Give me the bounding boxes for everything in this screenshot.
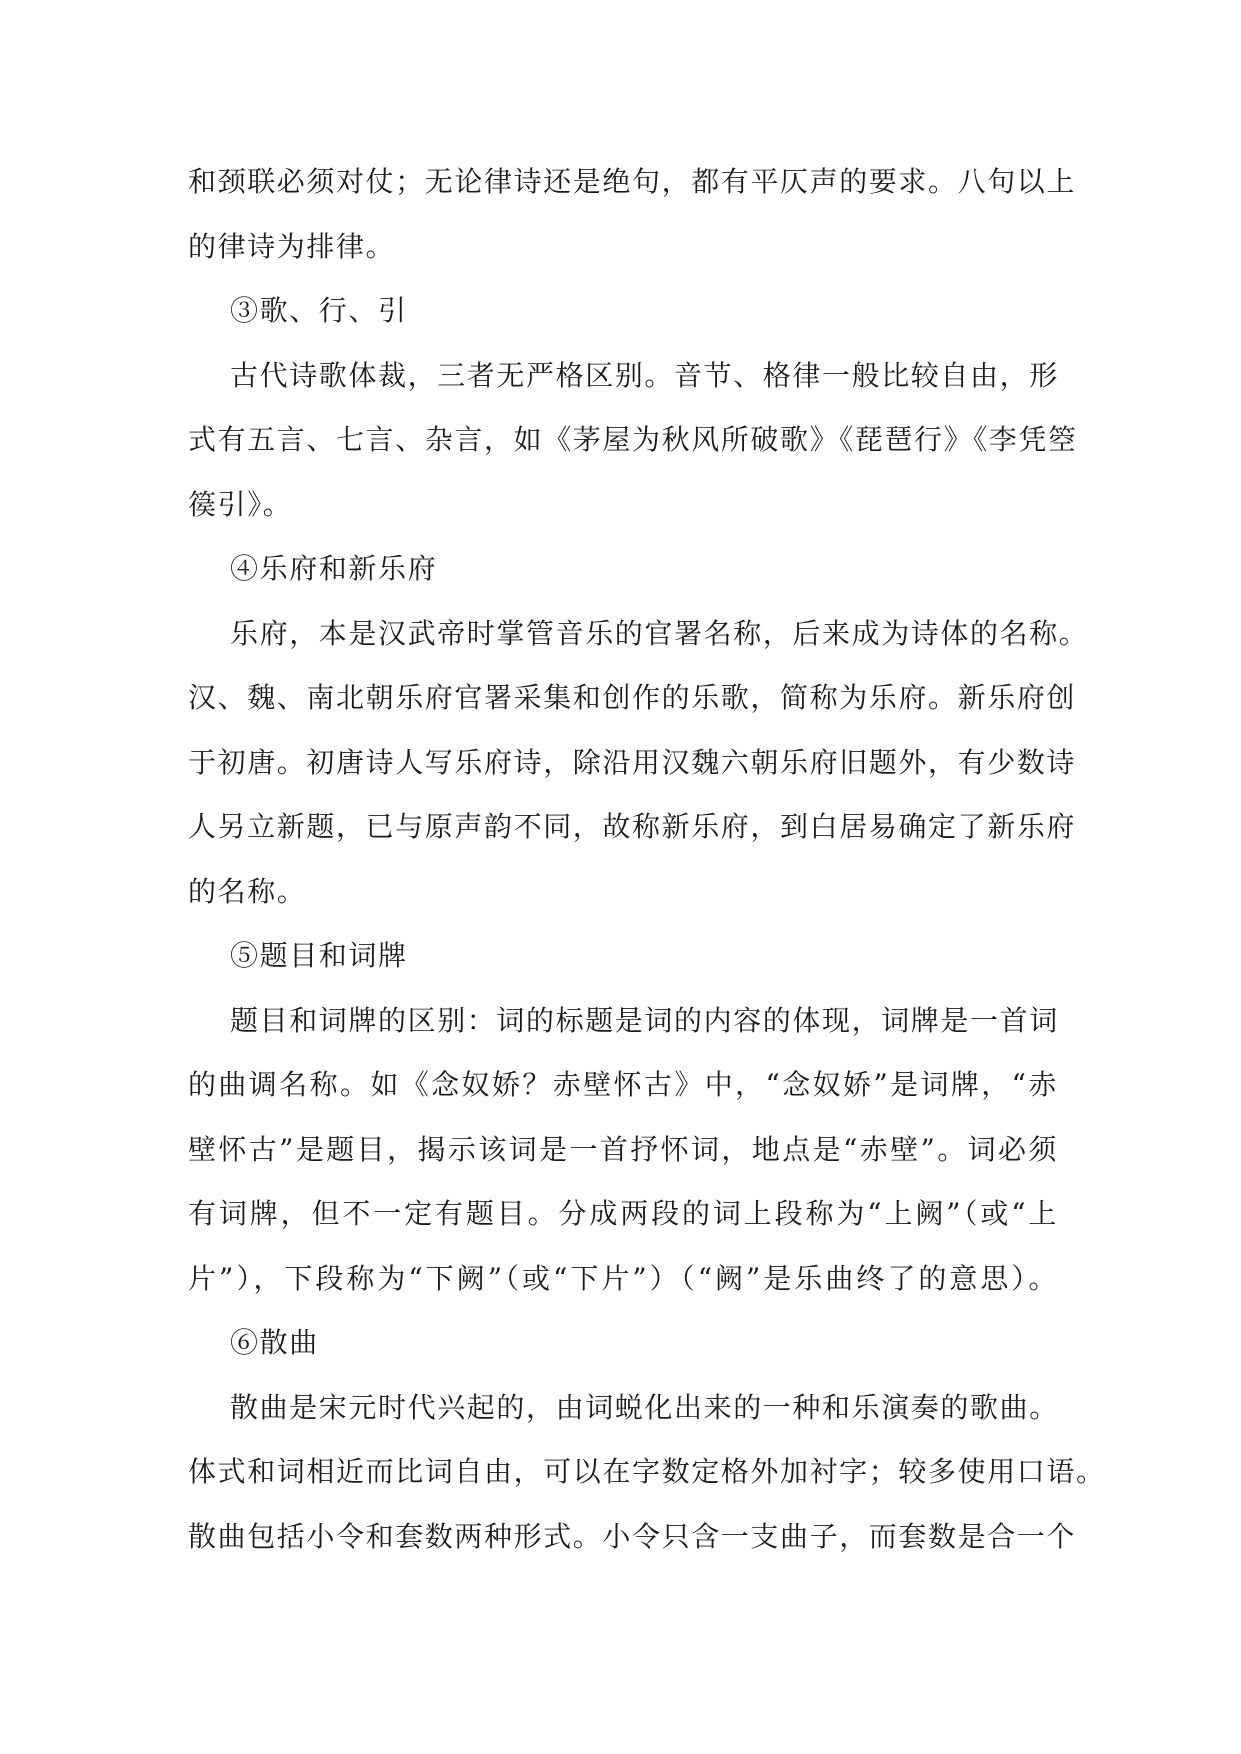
text-line: 和颈联必须对仗；无论律诗还是绝句，都有平仄声的要求。八句以上 xyxy=(188,165,1077,198)
text-line: 散曲是宋元时代兴起的，由词蜕化出来的一种和乐演奏的歌曲。 xyxy=(230,1390,1059,1424)
text-line: 的律诗为排律。 xyxy=(188,229,396,263)
text-line: 壁怀古”是题目，揭示该词是一首抒怀词，地点是“赤壁”。词必须 xyxy=(188,1132,1058,1166)
text-line: 汉、魏、南北朝乐府官署采集和创作的乐歌，简称为乐府。新乐府创 xyxy=(188,681,1077,714)
text-line: 有词牌，但不一定有题目。分成两段的词上段称为“上阙”（或“上 xyxy=(188,1197,1058,1230)
text-line: 乐府，本是汉武帝时掌管音乐的官署名称，后来成为诗体的名称。 xyxy=(230,616,1089,650)
text-line: 于初唐。初唐诗人写乐府诗，除沿用汉魏六朝乐府旧题外，有少数诗 xyxy=(188,745,1077,779)
section-heading: ④乐府和新乐府 xyxy=(230,552,438,585)
text-line: 体式和词相近而比词自由，可以在字数定格外加衬字；较多使用口语。 xyxy=(188,1455,1106,1488)
text-line: 散曲包括小令和套数两种形式。小令只含一支曲子，而套数是合一个 xyxy=(188,1519,1077,1553)
section-heading: ③歌、行、引 xyxy=(230,294,408,327)
section-heading: ⑥散曲 xyxy=(230,1326,319,1359)
text-line: 题目和词牌的区别：词的标题是词的内容的体现，词牌是一首词 xyxy=(230,1003,1059,1037)
text-line: 片”），下段称为“下阙”（或“下片”）（“阙”是乐曲终了的意思）。 xyxy=(188,1261,1058,1295)
text-line: 的名称。 xyxy=(188,874,307,908)
text-line: 式有五言、七言、杂言，如《茅屋为秋风所破歌》《琵琶行》《李凭箜 xyxy=(188,423,1078,456)
document-body xyxy=(188,150,1106,1569)
text-line: 的曲调名称。如《念奴娇？赤壁怀古》中，“念奴娇”是词牌，“赤 xyxy=(188,1068,1058,1101)
text-line: 人另立新题，已与原声韵不同，故称新乐府，到白居易确定了新乐府 xyxy=(188,810,1077,843)
section-heading: ⑤题目和词牌 xyxy=(230,939,408,972)
text-line: 古代诗歌体裁，三者无严格区别。音节、格律一般比较自由，形 xyxy=(230,358,1059,392)
text-line: 篌引》。 xyxy=(188,487,293,521)
